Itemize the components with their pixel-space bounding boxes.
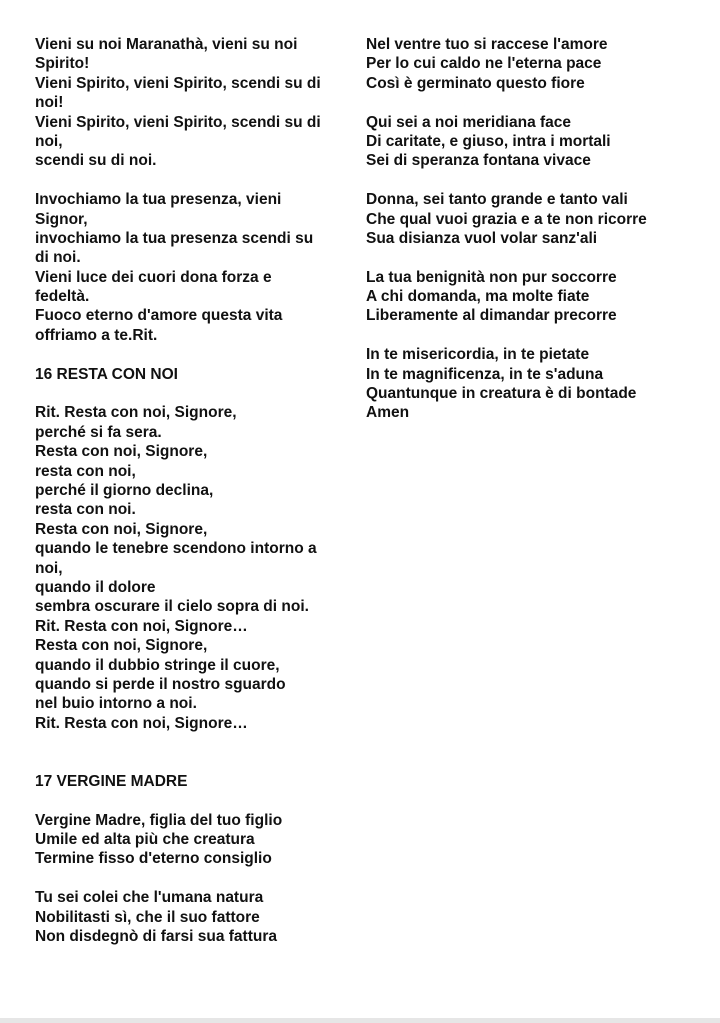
left-text-line: invochiamo la tua presenza scendi su	[35, 229, 314, 247]
left-text-line: resta con noi.	[35, 501, 136, 519]
left-blank-line	[35, 171, 355, 190]
left-text-line: nel buio intorno a noi.	[35, 695, 197, 713]
left-text-line: scendi su di noi.	[35, 152, 157, 170]
left-text-line: offriamo a te.Rit.	[35, 326, 158, 344]
right-text-line: Liberamente al dimandar precorre	[366, 307, 617, 325]
right-text-line: In te magnificenza, in te s'aduna	[366, 365, 604, 383]
right-text-line: Di caritate, e giuso, intra i mortali	[366, 132, 611, 150]
left-text-line: Rit. Resta con noi, Signore…	[35, 714, 248, 732]
left-text-line: Umile ed alta più che creatura	[35, 831, 255, 849]
right-blank-line	[366, 93, 686, 112]
left-text-line: Rit. Resta con noi, Signore,	[35, 404, 237, 422]
right-text-line: Donna, sei tanto grande e tanto vali	[366, 191, 628, 209]
right-blank-line	[366, 326, 686, 345]
right-text-line: Sei di speranza fontana vivace	[366, 152, 591, 170]
left-text-line: Resta con noi, Signore,	[35, 637, 208, 655]
left-text-line: Non disdegnò di farsi sua fattura	[35, 927, 277, 945]
right-blank-line	[366, 248, 686, 267]
left-text-line: fedeltà.	[35, 288, 90, 306]
left-text-line: noi!	[35, 94, 64, 112]
left-text-line: Vieni Spirito, vieni Spirito, scendi su di	[35, 113, 321, 131]
left-text-line: Vieni Spirito, vieni Spirito, scendi su di	[35, 74, 321, 92]
left-text-line: sembra oscurare il cielo sopra di noi.	[35, 598, 309, 616]
left-text-line: Nobilitasti sì, che il suo fattore	[35, 908, 260, 926]
right-text-line: Quantunque in creatura è di bontade	[366, 385, 637, 403]
left-text-line: Fuoco eterno d'amore questa vita	[35, 307, 283, 325]
left-blank-line	[35, 345, 355, 364]
right-text-line: Qui sei a noi meridiana face	[366, 113, 572, 131]
right-text-line: Che qual vuoi grazia e a te non ricorre	[366, 210, 647, 228]
right-text-line: Sua disianza vuol volar sanz'ali	[366, 229, 598, 247]
left-text-line: 16 RESTA CON NOI	[35, 365, 178, 383]
left-text-line: Tu sei colei che l'umana natura	[35, 889, 264, 907]
left-text-line: noi,	[35, 559, 63, 577]
right-text-line: Nel ventre tuo si raccese l'amore	[366, 36, 608, 53]
left-text-line: di noi.	[35, 249, 81, 267]
right-text-line: In te misericordia, in te pietate	[366, 346, 590, 364]
left-text-line: perché il giorno declina,	[35, 481, 214, 499]
bottom-scroll-edge	[0, 1018, 720, 1023]
left-column	[35, 35, 355, 946]
left-blank-line	[35, 752, 355, 771]
right-text-line: Per lo cui caldo ne l'eterna pace	[366, 55, 602, 73]
right-text-line: A chi domanda, ma molte fiate	[366, 288, 590, 306]
left-blank-line	[35, 869, 355, 888]
left-text-line: Vieni luce dei cuori dona forza e	[35, 268, 272, 286]
left-blank-line	[35, 791, 355, 810]
left-text-line: Signor,	[35, 210, 88, 228]
left-text-line: quando le tenebre scendono intorno a	[35, 540, 317, 558]
left-text-line: quando il dolore	[35, 578, 156, 596]
left-text-line: Termine fisso d'eterno consiglio	[35, 850, 272, 868]
right-text-line: La tua benignità non pur soccorre	[366, 268, 617, 286]
left-text-line: Vergine Madre, figlia del tuo figlio	[35, 811, 283, 829]
left-text-line: Rit. Resta con noi, Signore…	[35, 617, 248, 635]
left-text-line: Resta con noi, Signore,	[35, 443, 208, 461]
right-text-line: Amen	[366, 404, 410, 422]
left-text-line: Resta con noi, Signore,	[35, 520, 208, 538]
left-text-line: quando il dubbio stringe il cuore,	[35, 656, 280, 674]
left-text-line: Vieni su noi Maranathà, vieni su noi	[35, 36, 298, 53]
right-blank-line	[366, 171, 686, 190]
right-text-line: Così è germinato questo fiore	[366, 74, 585, 92]
left-blank-line	[35, 733, 355, 752]
left-text-line: Invochiamo la tua presenza, vieni	[35, 191, 282, 209]
right-column	[366, 35, 686, 423]
left-text-line: quando si perde il nostro sguardo	[35, 675, 286, 693]
left-text-line: 17 VERGINE MADRE	[35, 772, 188, 790]
left-text-line: resta con noi,	[35, 462, 136, 480]
left-blank-line	[35, 384, 355, 403]
left-text-line: perché si fa sera.	[35, 423, 162, 441]
left-text-line: Spirito!	[35, 55, 90, 73]
left-text-line: noi,	[35, 132, 63, 150]
